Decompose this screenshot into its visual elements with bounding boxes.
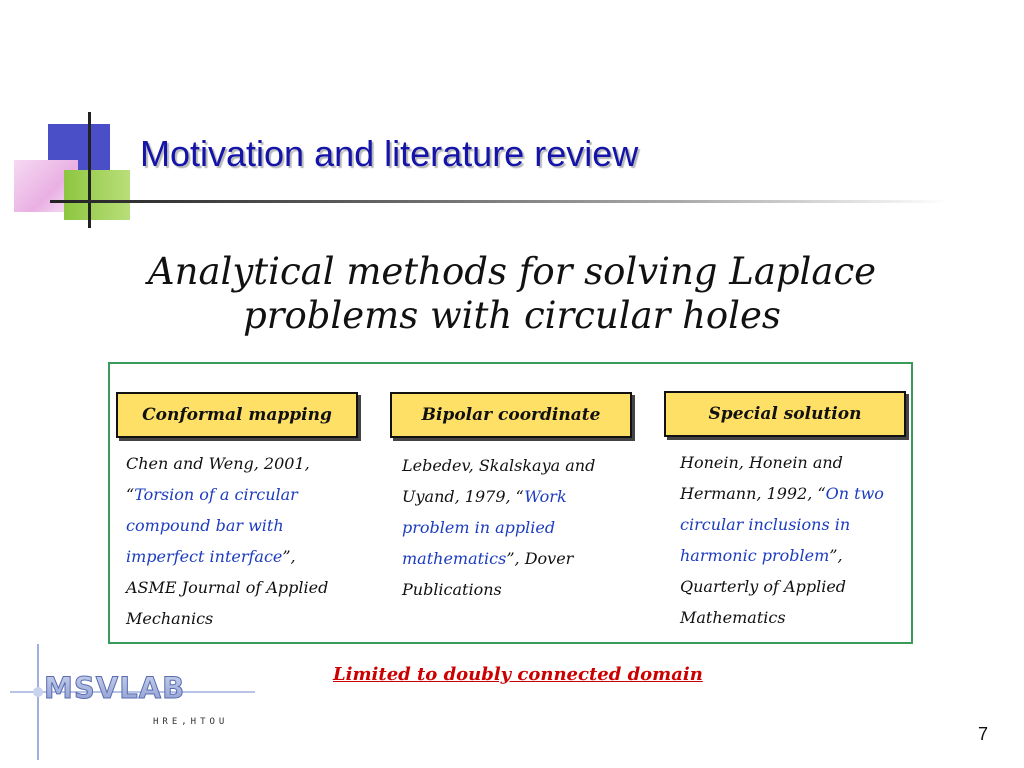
method-reference-special-solution bbox=[680, 447, 902, 633]
reference-title: Torsion of a circular compound bar with imperfect interface bbox=[126, 485, 298, 566]
reference-authors: Honein, Honein and Hermann, 1992, “ bbox=[680, 453, 843, 503]
method-reference-bipolar-coordinate bbox=[402, 450, 627, 605]
method-reference-conformal-mapping bbox=[126, 448, 346, 634]
reference-title: On two circular inclusions in harmonic problem bbox=[680, 484, 884, 565]
msvlab-logo bbox=[0, 640, 260, 768]
reference-authors: Lebedev, Skalskaya and Uyand, 1979, “ bbox=[402, 456, 596, 506]
title-underline bbox=[50, 200, 950, 203]
page-number: 7 bbox=[978, 724, 989, 744]
method-header-conformal-mapping: Conformal mapping bbox=[116, 392, 358, 438]
subtitle-line-1: Analytical methods for solving Laplace bbox=[147, 250, 877, 293]
reference-source: ”, Quarterly of Applied Mathematics bbox=[680, 546, 847, 627]
decorative-vertical-line bbox=[88, 112, 91, 228]
reference-title: Work problem in applied mathematics bbox=[402, 487, 567, 568]
subtitle-line-2: problems with circular holes bbox=[243, 294, 781, 337]
decorative-square-green bbox=[64, 170, 130, 220]
slide-subtitle bbox=[60, 250, 964, 338]
reference-source: ”, Dover Publications bbox=[402, 549, 574, 599]
logo-tagline: HRE,HTOU bbox=[153, 717, 229, 727]
conclusion-note: Limited to doubly connected domain bbox=[333, 664, 703, 685]
method-header-bipolar-coordinate: Bipolar coordinate bbox=[390, 392, 632, 438]
logo-wordmark: MSVLAB bbox=[44, 671, 186, 705]
reference-authors: Chen and Weng, 2001, “ bbox=[126, 454, 310, 504]
slide-title: Motivation and literature review bbox=[140, 133, 639, 174]
method-header-special-solution: Special solution bbox=[664, 391, 906, 437]
reference-source: ”, ASME Journal of Applied Mechanics bbox=[126, 547, 329, 628]
